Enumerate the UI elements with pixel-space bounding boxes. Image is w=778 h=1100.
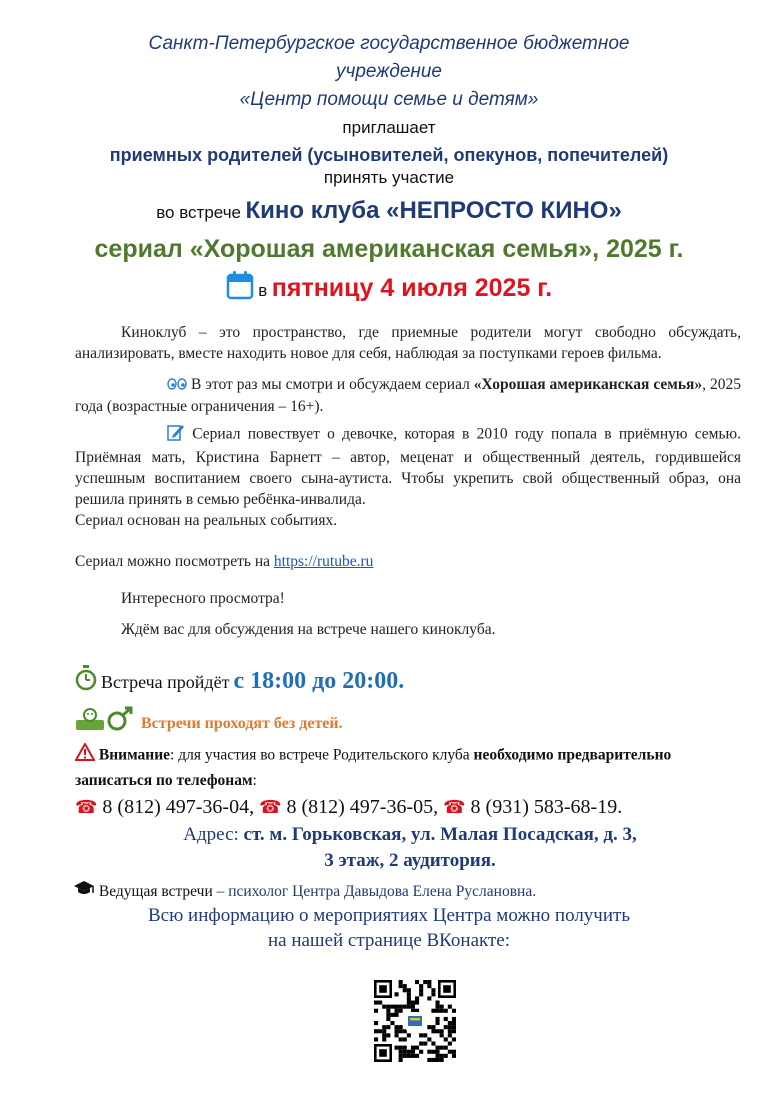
invite-block [0, 117, 778, 314]
attention-colon: : [252, 772, 257, 789]
address-line-2 [40, 848, 778, 874]
org-header [0, 30, 778, 114]
meeting-prefix: во встрече [156, 203, 242, 222]
attention-block [75, 743, 741, 793]
eyes-icon [121, 375, 187, 396]
vk-line-1: Всю информацию о мероприятиях Центра можно получить [148, 905, 630, 926]
series-name-bold: «Хорошая американская семья» [473, 376, 703, 393]
paragraph-series-pre: В этот раз мы смотри и обсуждаем сериал [190, 376, 474, 393]
attention-bold: необходимо предварительно записаться по телефонам [75, 746, 672, 789]
no-kids-line [75, 706, 765, 743]
qr-code-icon[interactable] [374, 980, 456, 1062]
vk-line-2: на нашей странице ВКонакте: [267, 930, 511, 951]
phone-icon: ☎ [259, 797, 282, 817]
org-line-3: «Центр помощи семье и детям» [239, 89, 539, 110]
address-line-1 [40, 822, 778, 848]
no-kids-text: Встречи проходят без детей. [141, 715, 343, 733]
org-line-2: учреждение [336, 61, 442, 82]
paragraph-plot [75, 423, 741, 510]
vk-info [0, 903, 778, 953]
series-title: сериал «Хорошая американская семья», 2025 г. [94, 235, 684, 263]
paragraph-series-post: , 2025 года (возрастные ограничения – 16+). [75, 376, 742, 415]
calendar-icon [226, 270, 254, 314]
paragraph-real-events: Сериал основан на реальных событиях. [75, 511, 338, 529]
date-line [0, 270, 778, 314]
paragraph-club-text: Киноклуб – это пространство, где приемные родители могут свободно обсуждать, анализировать, вместе находить новое для себя, наблюдая за поступками героев фильма. [75, 324, 741, 362]
address-room: 3 этаж, 2 аудитория. [324, 850, 496, 871]
phones-line [75, 793, 765, 821]
phone-2[interactable]: 8 (812) 497-36-05, [286, 796, 439, 818]
wait-text: Ждём вас для обсуждения на встрече нашего киноклуба. [121, 620, 496, 638]
phone-icon: ☎ [443, 797, 466, 817]
paragraph-series [75, 374, 741, 417]
graduation-cap-icon [73, 880, 95, 904]
host-line [73, 880, 763, 904]
paragraph-club [75, 322, 741, 364]
stopwatch-icon [75, 665, 97, 703]
club-line [0, 195, 778, 230]
paragraph-watch [75, 551, 741, 572]
address-label: Адрес: [183, 824, 239, 845]
time-prefix: Встреча пройдёт [101, 672, 230, 692]
org-line-1: Санкт-Петербургское государственное бюджетное [148, 33, 630, 54]
phone-icon: ☎ [75, 797, 98, 817]
phone-1[interactable]: 8 (812) 497-36-04, [102, 796, 255, 818]
phone-3[interactable]: 8 (931) 583-68-19. [470, 796, 623, 818]
take-part-text: принять участие [323, 168, 455, 187]
watch-text: Сериал можно посмотреть на [75, 552, 274, 570]
time-line [75, 665, 765, 703]
paragraph-plot-text: Сериал повествует о девочке, которая в 2010 году попала в приёмную семью. Приёмная мать, Кристина Барнетт – автор, меценат и общественный деятель, гордившейся успешным воспитанием своего сына-аутиста. Чтобы укрепить свой общественный образ, она решила принять в семью ребёнка-инвалида. [75, 425, 742, 508]
club-name: Кино клуба «НЕПРОСТО КИНО» [245, 197, 622, 224]
enjoy-text: Интересного просмотра! [121, 589, 285, 607]
invites-text: приглашает [342, 118, 436, 137]
meeting-date: пятницу 4 июля 2025 г. [271, 274, 553, 303]
rutube-link[interactable]: https://rutube.ru [273, 552, 374, 570]
warning-icon [75, 743, 95, 769]
date-prefix: в [258, 281, 268, 301]
address-block [40, 822, 778, 874]
writing-hand-icon [121, 423, 185, 447]
address-street: ст. м. Горьковская, ул. Малая Посадская, д. 3, [243, 824, 637, 845]
audience-text: приемных родителей (усыновителей, опекунов, попечителей) [109, 145, 669, 165]
attention-text: : для участия во встрече Родительского клуба [170, 746, 474, 764]
host-text: – психолог Центра Давыдова Елена Руслановна. [212, 883, 537, 900]
body-text [75, 322, 741, 640]
no-children-icon [75, 706, 137, 743]
time-value: с 18:00 до 20:00. [233, 668, 405, 694]
attention-label: Внимание [98, 746, 171, 764]
host-label: Ведущая встречи [98, 883, 213, 900]
